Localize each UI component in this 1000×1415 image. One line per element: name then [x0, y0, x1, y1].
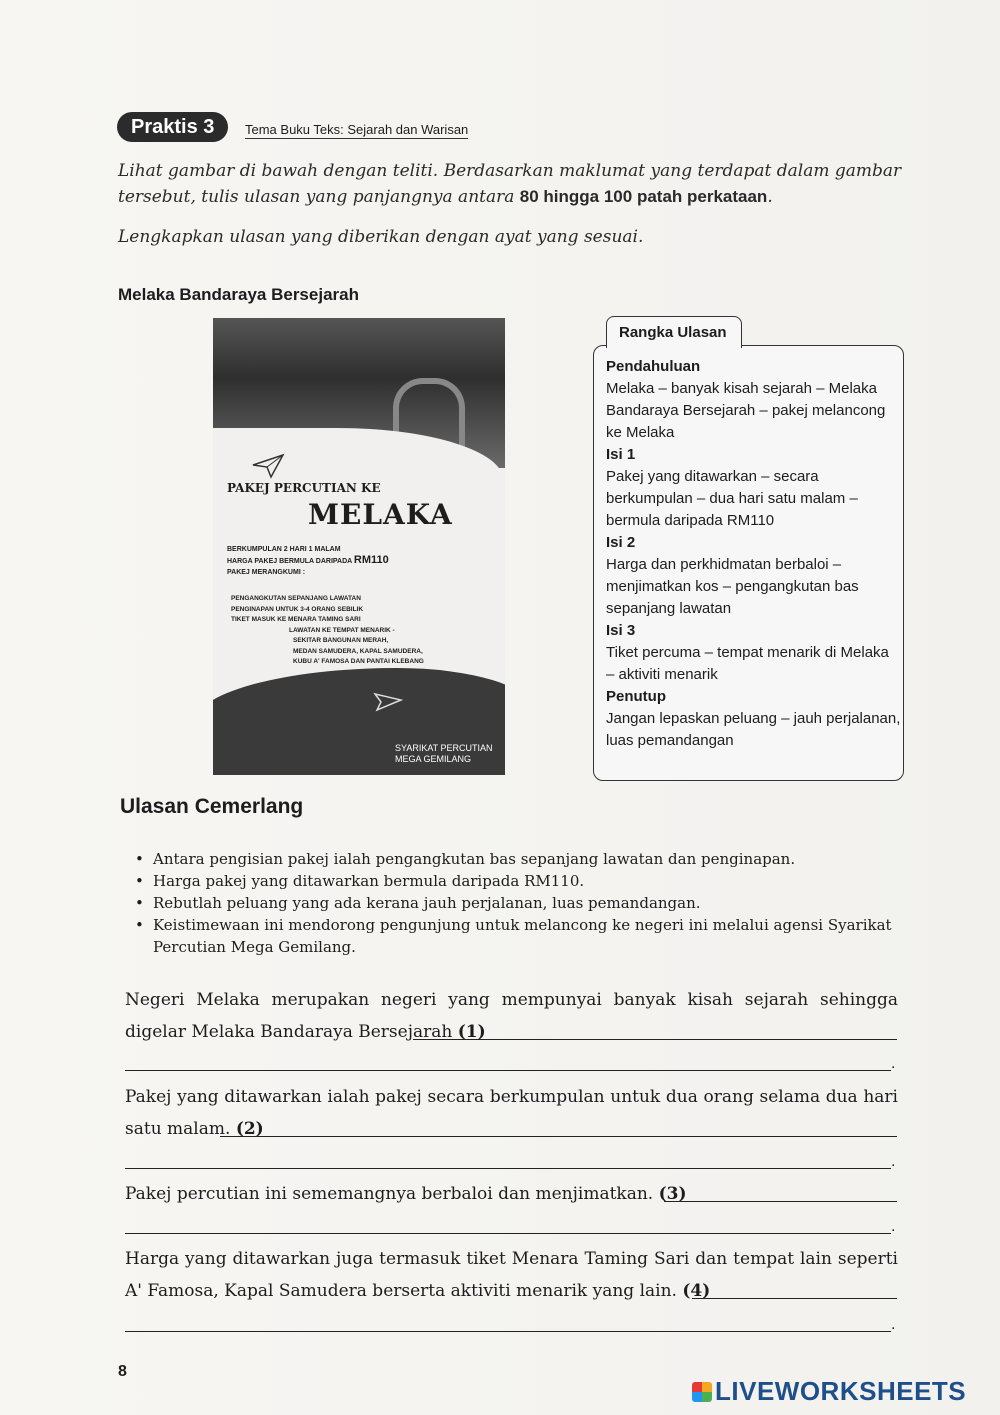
list-item: • Harga pakej yang ditawarkan bermula daripada RM110. — [133, 870, 893, 892]
list-item: SEKITAR BANGUNAN MERAH, — [293, 637, 389, 644]
liveworksheets-logo: LIVEWORKSHEETS — [692, 1376, 966, 1407]
practice-badge: Praktis 3 — [117, 112, 228, 142]
list-item: TIKET MASUK KE MENARA TAMING SARI — [231, 616, 361, 623]
list-item: • Rebutlah peluang yang ada kerana jauh perjalanan, luas pemandangan. — [133, 892, 893, 914]
answer-line-2b[interactable] — [125, 1168, 891, 1169]
list-item: • Antara pengisian pakej ialah pengangkutan bas sepanjang lawatan dan penginapan. — [133, 848, 893, 870]
paper-plane-icon — [373, 690, 403, 712]
list-item: MEDAN SAMUDERA, KAPAL SAMUDERA, — [293, 647, 423, 655]
rangka-heading: Isi 3 — [606, 622, 636, 639]
rangka-heading: Pendahuluan — [606, 358, 701, 375]
poster-info: BERKUMPULAN 2 HARI 1 MALAM HARGA PAKEJ BERMULA DARIPADA RM110 PAKEJ MERANGKUMI : — [227, 546, 389, 576]
rangka-text: Pakej yang ditawarkan – secara berkumpulan – dua hari satu malam – bermula daripada RM110 — [606, 468, 858, 529]
rangka-text: Harga dan perkhidmatan berbaloi – menjimatkan kos – pengangkutan bas sepanjang lawatan — [606, 556, 859, 617]
answer-line-4a[interactable] — [692, 1298, 897, 1299]
period: . — [891, 1316, 896, 1333]
melaka-poster — [213, 318, 505, 775]
rangka-heading: Penutup — [606, 688, 666, 705]
bullet-list — [133, 848, 893, 958]
theme-label: Tema Buku Teks: Sejarah dan Warisan — [245, 122, 469, 137]
poster-company: SYARIKAT PERCUTIAN MEGA GEMILANG — [395, 743, 493, 764]
rangka-text: Jangan lepaskan peluang – jauh perjalanan, luas pemandangan — [606, 710, 901, 749]
list-item: • Keistimewaan ini mendorong pengunjung untuk melancong ke negeri ini melalui agensi Syarikat Percutian Mega Gemilang. — [133, 914, 893, 958]
poster-title-large: MELAKA — [308, 498, 453, 531]
page-number: 8 — [118, 1363, 127, 1380]
logo-grid-icon — [692, 1382, 712, 1402]
answer-line-1a[interactable] — [413, 1039, 897, 1040]
answer-line-3b[interactable] — [125, 1233, 891, 1234]
period: . — [891, 1218, 896, 1235]
rangka-text: Tiket percuma – tempat menarik di Melaka – aktiviti menarik — [606, 644, 889, 683]
paragraph-1: Negeri Melaka merupakan negeri yang mempunyai banyak kisah sejarah sehingga digelar Melaka Bandaraya Bersejarah (1) — [125, 990, 898, 1042]
paper-plane-icon — [251, 453, 285, 479]
rangka-tab: Rangka Ulasan — [606, 316, 742, 348]
instruction-text-2: Lengkapkan ulasan yang diberikan dengan ayat yang sesuai. — [118, 227, 644, 247]
paragraph-4: Harga yang ditawarkan juga termasuk tiket Menara Taming Sari dan tempat lain seperti A' Famosa, Kapal Samudera berserta aktiviti menarik yang lain. (4) — [125, 1249, 898, 1301]
rangka-heading: Isi 2 — [606, 534, 636, 551]
poster-list — [231, 594, 481, 668]
period: . — [891, 1055, 896, 1072]
answer-line-4b[interactable] — [125, 1331, 891, 1332]
list-item: PENGINAPAN UNTUK 3-4 ORANG SEBILIK — [231, 605, 364, 613]
list-item: KUBU A' FAMOSA DAN PANTAI KLEBANG — [293, 658, 424, 665]
paragraph-3: Pakej percutian ini sememangnya berbaloi dan menjimatkan. (3) — [125, 1184, 687, 1204]
rangka-text: Melaka – banyak kisah sejarah – Melaka Bandaraya Bersejarah – pakej melancong ke Melaka — [606, 380, 886, 441]
answer-line-3a[interactable] — [664, 1201, 897, 1202]
list-item: LAWATAN KE TEMPAT MENARIK - — [289, 626, 395, 634]
section-subtitle: Melaka Bandaraya Bersejarah — [118, 285, 359, 304]
instruction-text: Lihat gambar di bawah dengan teliti. Berdasarkan maklumat yang terdapat dalam gambar tersebut, tulis ulasan yang panjangnya antara 80 hingga 100 patah perkataan. — [118, 161, 902, 207]
rangka-heading: Isi 1 — [606, 446, 636, 463]
ulasan-title: Ulasan Cemerlang — [120, 795, 304, 818]
rangka-content — [606, 356, 901, 752]
paragraph-2: Pakej yang ditawarkan ialah pakej secara berkumpulan untuk dua orang selama dua hari satu malam. (2) — [125, 1087, 898, 1139]
answer-line-2a[interactable] — [220, 1136, 897, 1137]
poster-title-small: PAKEJ PERCUTIAN KE — [227, 481, 381, 495]
list-item: PENGANGKUTAN SEPANJANG LAWATAN — [231, 595, 361, 602]
answer-line-1b[interactable] — [125, 1070, 891, 1071]
period: . — [891, 1153, 896, 1170]
